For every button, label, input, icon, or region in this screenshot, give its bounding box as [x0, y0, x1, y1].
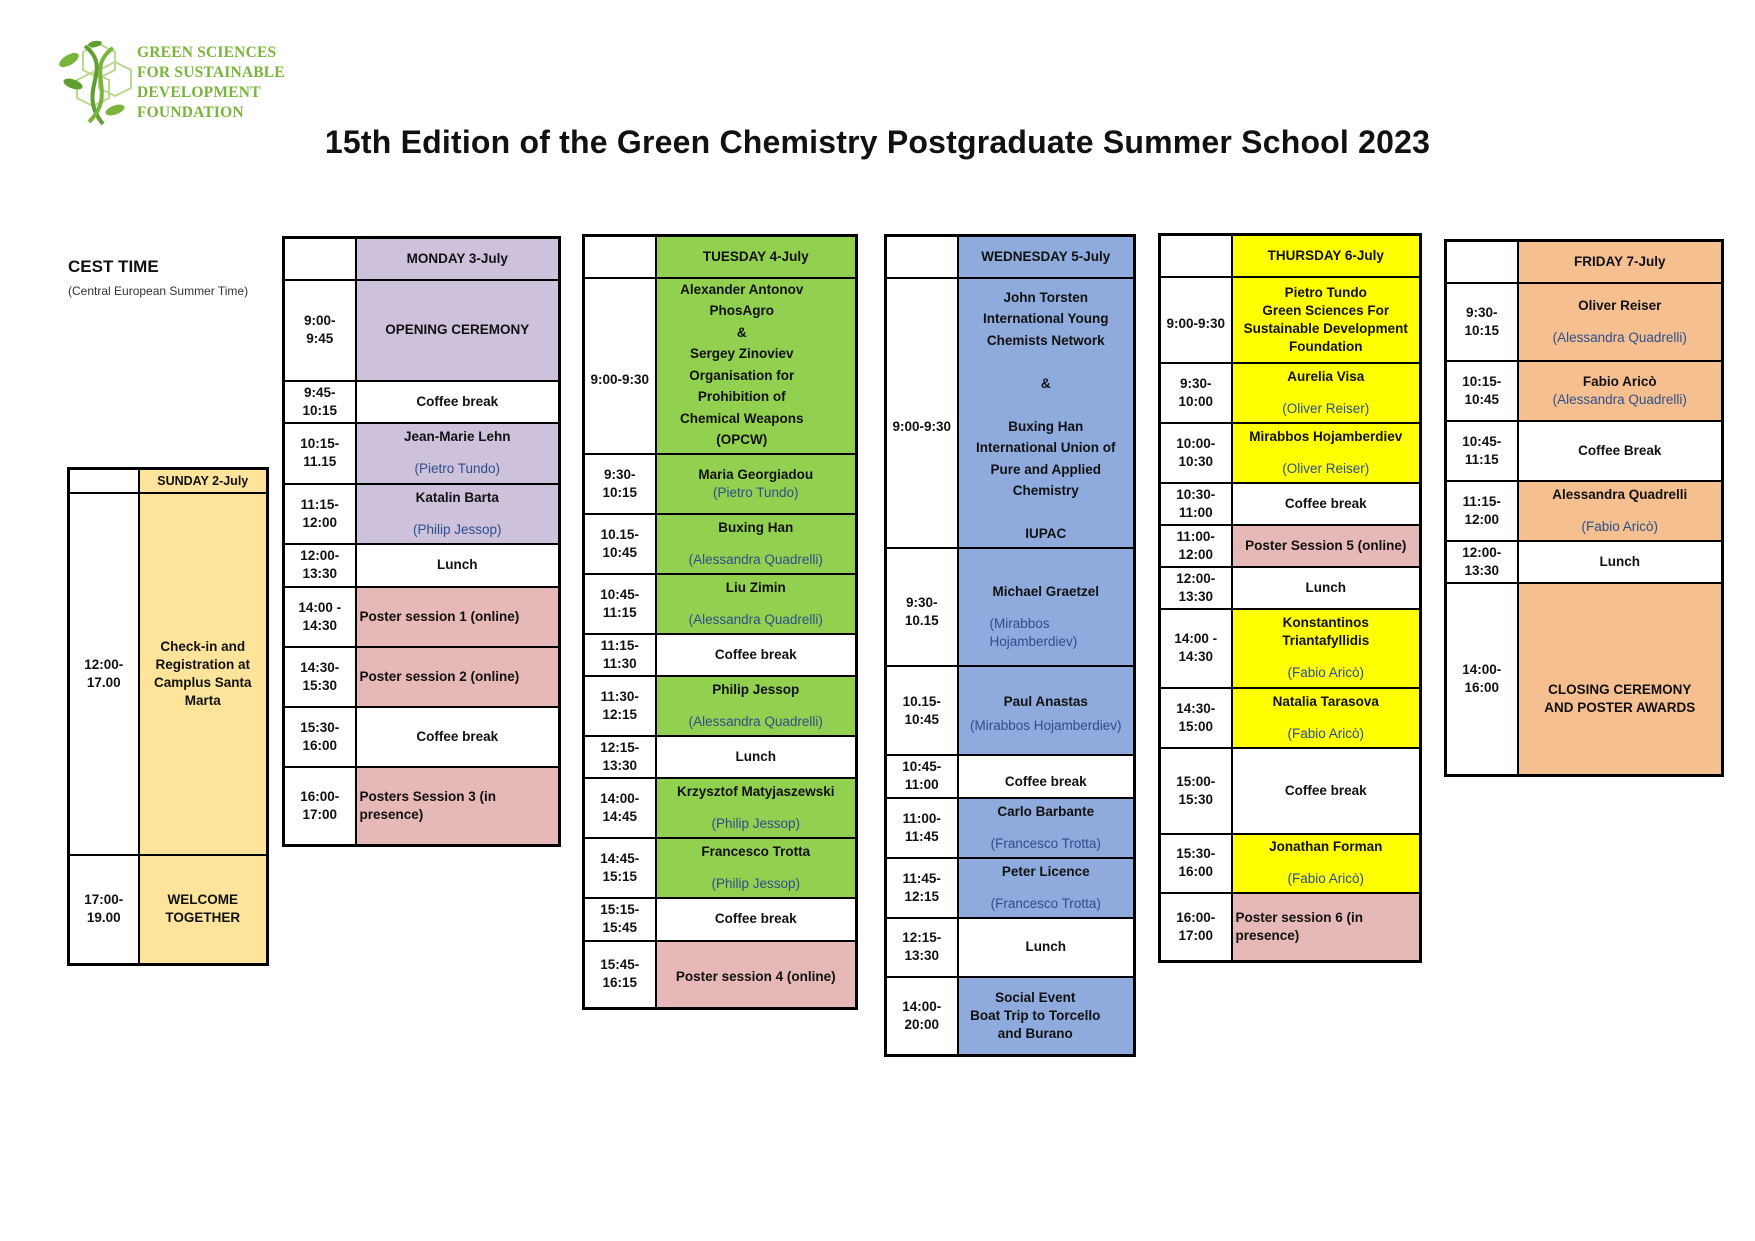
time-cell: 12:00- 13:30: [1446, 541, 1518, 583]
time-cell: 11:00- 12:00: [1160, 525, 1232, 567]
time-cell: 17:00- 19.00: [69, 855, 139, 964]
session-cell: Coffee Break: [1518, 421, 1723, 481]
speaker-name: Fabio Aricò: [1582, 373, 1657, 389]
time-cell: 15:45- 16:15: [584, 941, 656, 1009]
speaker-name: Konstantinos Triantafyllidis: [1282, 615, 1370, 648]
time-cell: 9:30- 10.15: [886, 548, 958, 666]
time-cell: 9:00- 9:45: [284, 280, 356, 381]
session-cell: [1518, 361, 1723, 421]
session-cell: Lunch: [356, 544, 560, 587]
time-cell: 10:45- 11:15: [1446, 421, 1518, 481]
wednesday-schedule: [884, 234, 1136, 1057]
chair-name: (Mirabbos Hojamberdiev): [989, 615, 1078, 649]
day-header: SUNDAY 2-July: [139, 469, 268, 494]
chair-name: (Fabio Aricò): [1287, 725, 1365, 741]
speaker-name: Alessandra Quadrelli: [1552, 486, 1688, 502]
session-cell: OPENING CEREMONY: [356, 280, 560, 381]
time-cell: 11:30- 12:15: [584, 676, 656, 736]
sunday-schedule: [67, 467, 269, 966]
time-cell: 14:45- 15:15: [584, 838, 656, 898]
speaker-name: Francesco Trotta: [701, 843, 811, 859]
chair-name: (Mirabbos Hojamberdiev): [969, 718, 1122, 733]
time-cell: 10:45- 11:00: [886, 755, 958, 798]
time-cell: 15:30- 16:00: [1160, 834, 1232, 893]
session-cell: [1518, 283, 1723, 361]
speaker-name: Carlo Barbante: [997, 803, 1095, 819]
chair-name: (Oliver Reiser): [1282, 460, 1370, 476]
time-cell: 11:15- 12:00: [1446, 481, 1518, 541]
header-blank: [886, 236, 958, 278]
session-cell: Coffee break: [356, 381, 560, 423]
session-cell: [656, 514, 857, 574]
chair-name: (Philip Jessop): [711, 815, 801, 831]
session-cell: [958, 666, 1135, 755]
session-cell: Poster session 6 (in presence): [1232, 893, 1421, 962]
header-blank: [69, 469, 139, 494]
time-cell: 15:00- 15:30: [1160, 748, 1232, 834]
speaker-name: Buxing Han: [718, 519, 794, 535]
session-cell: CLOSING CEREMONY AND POSTER AWARDS: [1518, 583, 1723, 776]
day-header: WEDNESDAY 5-July: [958, 236, 1135, 278]
time-cell: 12:00- 17.00: [69, 493, 139, 855]
session-cell: Alexander Antonov PhosAgro & Sergey Zinoviev Organisation for Prohibition of Chemical Weapons (OPCW): [656, 278, 857, 454]
speaker-name: Mirabbos Hojamberdiev: [1249, 428, 1403, 444]
speaker-name: Jean-Marie Lehn: [403, 429, 511, 444]
logo-line: GREEN SCIENCES: [137, 44, 277, 61]
session-cell: [958, 798, 1135, 858]
day-header: FRIDAY 7-July: [1518, 241, 1723, 283]
session-cell: [1518, 481, 1723, 541]
time-cell: 15:30- 16:00: [284, 707, 356, 767]
session-cell: [1232, 688, 1421, 748]
session-cell: [656, 838, 857, 898]
time-cell: 12:00- 13:30: [284, 544, 356, 587]
speaker-name: Maria Georgiadou: [698, 466, 814, 482]
time-cell: 9:00-9:30: [584, 278, 656, 454]
chair-name: (Fabio Aricò): [1581, 518, 1659, 534]
time-cell: 10.15- 10:45: [886, 666, 958, 755]
session-cell: Coffee break: [1232, 748, 1421, 834]
time-cell: 10.15- 10:45: [584, 514, 656, 574]
chair-name: (Alessandra Quadrelli): [1552, 329, 1687, 345]
logo-line: FOR SUSTAINABLE: [137, 64, 285, 81]
chair-name: (Philip Jessop): [412, 521, 502, 537]
chair-name: (Fabio Aricò): [1287, 871, 1365, 886]
foundation-logo: [55, 40, 315, 130]
session-cell: [1232, 834, 1421, 893]
logo-text: [137, 43, 337, 123]
chair-name: (Oliver Reiser): [1282, 400, 1370, 416]
time-cell: 10:15- 10:45: [1446, 361, 1518, 421]
tuesday-schedule: [582, 234, 858, 1010]
thursday-schedule: [1158, 233, 1422, 963]
chair-name: (Fabio Aricò): [1287, 665, 1365, 680]
speaker-name: Michael Graetzel: [992, 583, 1100, 599]
friday-schedule: [1444, 239, 1724, 777]
time-cell: 11:45- 12:15: [886, 858, 958, 918]
leaf-helix-icon: [55, 40, 137, 126]
time-cell: 9:30- 10:15: [1446, 283, 1518, 361]
logo-line: FOUNDATION: [137, 104, 244, 121]
page-title: 15th Edition of the Green Chemistry Postgraduate Summer School 2023: [324, 124, 1431, 160]
speaker-name: Jonathan Forman: [1269, 839, 1383, 854]
session-cell: [1232, 423, 1421, 483]
session-cell: WELCOME TOGETHER: [139, 855, 268, 964]
time-cell: 10:45- 11:15: [584, 574, 656, 634]
session-cell: John Torsten International Young Chemists Network & Buxing Han International Union of Pure and Applied Chemistry IUPAC: [958, 278, 1135, 548]
time-cell: 14:00- 16:00: [1446, 583, 1518, 776]
session-cell: [958, 548, 1135, 666]
logo-line: DEVELOPMENT: [137, 84, 261, 101]
chair-name: (Alessandra Quadrelli): [1552, 391, 1687, 407]
session-cell: [656, 676, 857, 736]
chair-name: (Philip Jessop): [711, 875, 801, 891]
time-cell: 11:15- 11:30: [584, 634, 656, 676]
time-cell: 14:30- 15:00: [1160, 688, 1232, 748]
time-cell: 11:00- 11:45: [886, 798, 958, 858]
time-cell: 10:00- 10:30: [1160, 423, 1232, 483]
session-cell: Poster session 2 (online): [356, 647, 560, 707]
session-cell: Coffee break: [1232, 483, 1421, 525]
chair-name: (Alessandra Quadrelli): [688, 551, 823, 567]
speaker-name: Aurelia Visa: [1287, 368, 1365, 384]
time-cell: 12:15- 13:30: [886, 918, 958, 977]
header-blank: [284, 238, 356, 280]
time-cell: 12:15- 13:30: [584, 736, 656, 778]
time-cell: 9:00-9:30: [1160, 277, 1232, 363]
session-cell: Coffee break: [356, 707, 560, 767]
time-cell: 14:00 - 14:30: [284, 587, 356, 647]
session-cell: Coffee break: [656, 898, 857, 941]
session-cell: [656, 574, 857, 634]
monday-schedule: [282, 236, 561, 847]
session-cell: Lunch: [958, 918, 1135, 977]
header-blank: [1446, 241, 1518, 283]
speaker-name: Katalin Barta: [415, 489, 499, 505]
speaker-name: Liu Zimin: [725, 579, 786, 595]
time-cell: 14:00- 20:00: [886, 977, 958, 1056]
speaker-name: Philip Jessop: [712, 681, 800, 697]
session-cell: Lunch: [1232, 567, 1421, 609]
timezone-label: CEST TIME: [68, 257, 159, 276]
session-cell: Posters Session 3 (in presence): [356, 767, 560, 846]
session-cell: [958, 858, 1135, 918]
session-cell: [656, 454, 857, 514]
session-cell: Poster session 4 (online): [656, 941, 857, 1009]
time-cell: 10:30- 11:00: [1160, 483, 1232, 525]
timezone-note: (Central European Summer Time): [68, 284, 249, 298]
time-cell: 10:15- 11.15: [284, 423, 356, 484]
time-cell: 16:00- 17:00: [284, 767, 356, 846]
session-cell: [1232, 363, 1421, 423]
speaker-name: Peter Licence: [1001, 863, 1090, 879]
speaker-name: Natalia Tarasova: [1272, 693, 1379, 709]
session-cell: Coffee break: [958, 755, 1135, 798]
time-cell: 14:00- 14:45: [584, 778, 656, 838]
time-cell: 9:30- 10:15: [584, 454, 656, 514]
session-cell: Poster session 1 (online): [356, 587, 560, 647]
session-cell: Pietro Tundo Green Sciences For Sustainable Development Foundation: [1232, 277, 1421, 363]
speaker-name: Paul Anastas: [1003, 694, 1088, 709]
chair-name: (Alessandra Quadrelli): [688, 611, 823, 627]
speaker-name: Krzysztof Matyjaszewski: [676, 783, 835, 799]
speaker-name: Oliver Reiser: [1578, 297, 1662, 313]
day-header: THURSDAY 6-July: [1232, 235, 1421, 277]
time-cell: 14:30- 15:30: [284, 647, 356, 707]
time-cell: 11:15- 12:00: [284, 484, 356, 544]
session-cell: [356, 484, 560, 544]
session-cell: [356, 423, 560, 484]
day-header: MONDAY 3-July: [356, 238, 560, 280]
session-cell: [1232, 609, 1421, 688]
header-blank: [584, 236, 656, 278]
session-cell: Lunch: [1518, 541, 1723, 583]
session-cell: Lunch: [656, 736, 857, 778]
time-cell: 9:00-9:30: [886, 278, 958, 548]
time-cell: 15:15- 15:45: [584, 898, 656, 941]
session-cell: Check-in and Registration at Camplus Santa Marta: [139, 493, 268, 855]
session-cell: Coffee break: [656, 634, 857, 676]
session-cell: Poster Session 5 (online): [1232, 525, 1421, 567]
chair-name: (Pietro Tundo): [712, 484, 799, 500]
chair-name: (Alessandra Quadrelli): [688, 713, 823, 729]
time-cell: 16:00- 17:00: [1160, 893, 1232, 962]
time-cell: 14:00 - 14:30: [1160, 609, 1232, 688]
time-cell: 9:30- 10:00: [1160, 363, 1232, 423]
time-cell: 12:00- 13:30: [1160, 567, 1232, 609]
session-cell: [656, 778, 857, 838]
header-blank: [1160, 235, 1232, 277]
chair-name: (Francesco Trotta): [990, 835, 1101, 851]
chair-name: (Pietro Tundo): [414, 461, 501, 476]
day-header: TUESDAY 4-July: [656, 236, 857, 278]
session-cell: Social Event Boat Trip to Torcello and Burano: [958, 977, 1135, 1056]
chair-name: (Francesco Trotta): [990, 895, 1101, 911]
time-cell: 9:45- 10:15: [284, 381, 356, 423]
